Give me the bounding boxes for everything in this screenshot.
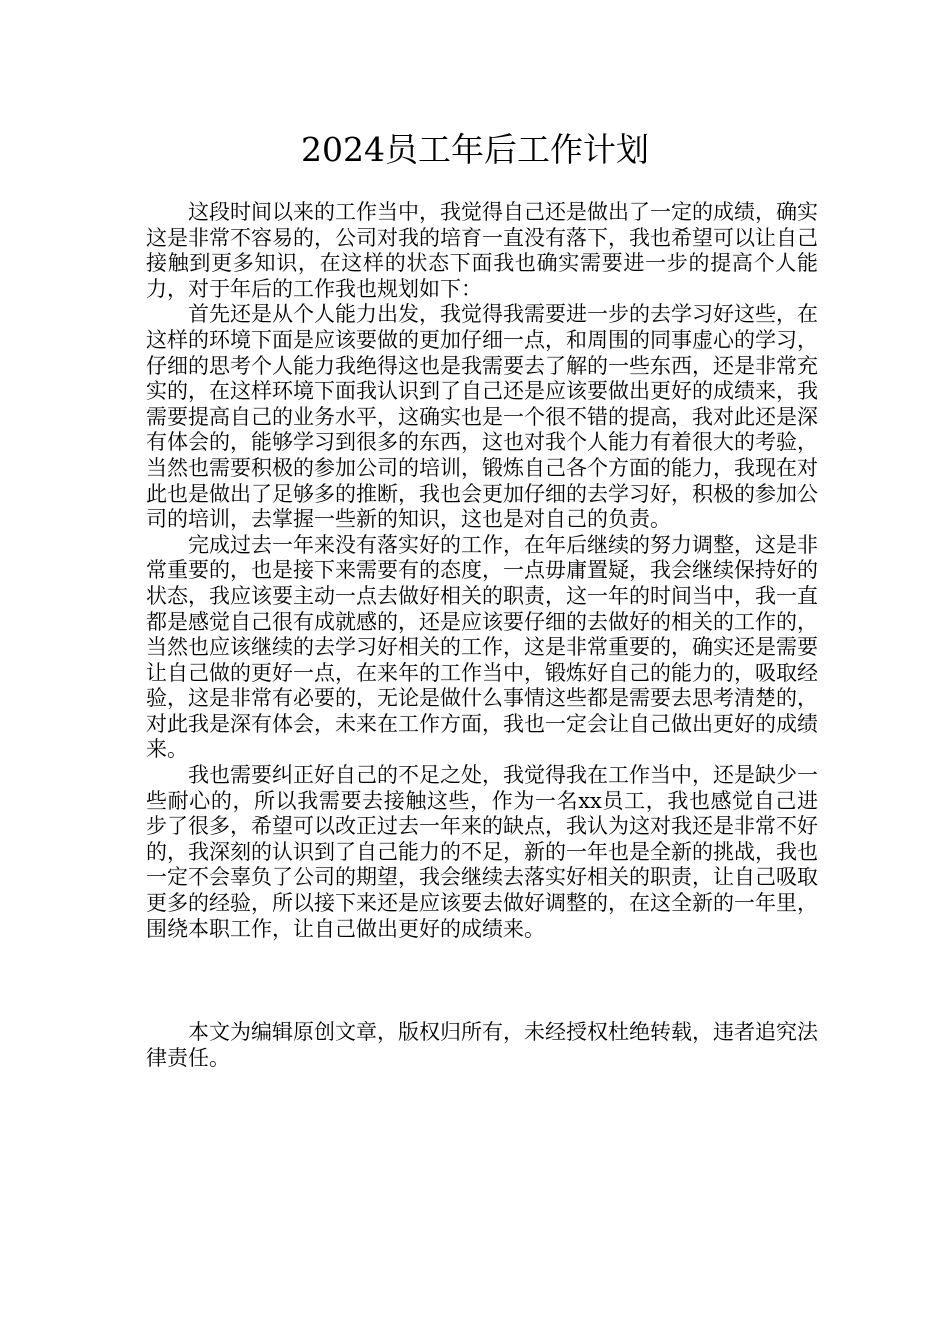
document-title: 2024员工年后工作计划 xyxy=(301,130,649,169)
paragraph-intro: 这段时间以来的工作当中，我觉得自己还是做出了一定的成绩，确实这是非常不容易的，公司对我的培育一直没有落下，我也希望可以让自己接触到更多知识，在这样的状态下面我也确实需要进一步的提高个人能力，对于年后的工作我也规划如下： xyxy=(146,200,818,301)
paragraph-unfinished-work: 完成过去一年来没有落实好的工作，在年后继续的努力调整，这是非常重要的，也是接下来需要有的态度，一点毋庸置疑，我会继续保持好的状态，我应该要主动一点去做好相关的职责，这一年的时间当中，我一直都是感觉自己很有成就感的，还是应该要仔细的去做好的相关的工作的，当然也应该继续的去学习好相关的工作，这是非常重要的，确实还是需要让自己做的更好一点，在来年的工作当中，锻炼好自己的能力的，吸取经验，这是非常有必要的，无论是做什么事情这些都是需要去思考清楚的，对此我是深有体会，未来在工作方面，我也一定会让自己做出更好的成绩来。 xyxy=(146,532,818,762)
copyright-notice: 本文为编辑原创文章，版权归所有，未经授权杜绝转载，违者追究法律责任。 xyxy=(146,1020,818,1070)
document-body xyxy=(146,200,818,942)
paragraph-personal-ability: 首先还是从个人能力出发，我觉得我需要进一步的去学习好这些，在这样的环境下面是应该要做的更加仔细一点，和周围的同事虚心的学习，仔细的思考个人能力我绝得这也是我需要去了解的一些东西，还是非常充实的，在这样环境下面我认识到了自己还是应该要做出更好的成绩来，我需要提高自己的业务水平，这确实也是一个很不错的提高，我对此还是深有体会的，能够学习到很多的东西，这也对我个人能力有着很大的考验，当然也需要积极的参加公司的培训，锻炼自己各个方面的能力，我现在对此也是做出了足够多的推断，我也会更加仔细的去学习好，积极的参加公司的培训，去掌握一些新的知识，这也是对自己的负责。 xyxy=(146,302,818,532)
paragraph-shortcomings: 我也需要纠正好自己的不足之处，我觉得我在工作当中，还是缺少一些耐心的，所以我需要去接触这些，作为一名xx员工，我也感觉自己进步了很多，希望可以改正过去一年来的缺点，我认为这对我还是非常不好的，我深刻的认识到了自己能力的不足，新的一年也是全新的挑战，我也一定不会辜负了公司的期望，我会继续去落实好相关的职责，让自己吸取更多的经验，所以接下来还是应该要去做好调整的，在这全新的一年里，围绕本职工作，让自己做出更好的成绩来。 xyxy=(146,763,818,941)
